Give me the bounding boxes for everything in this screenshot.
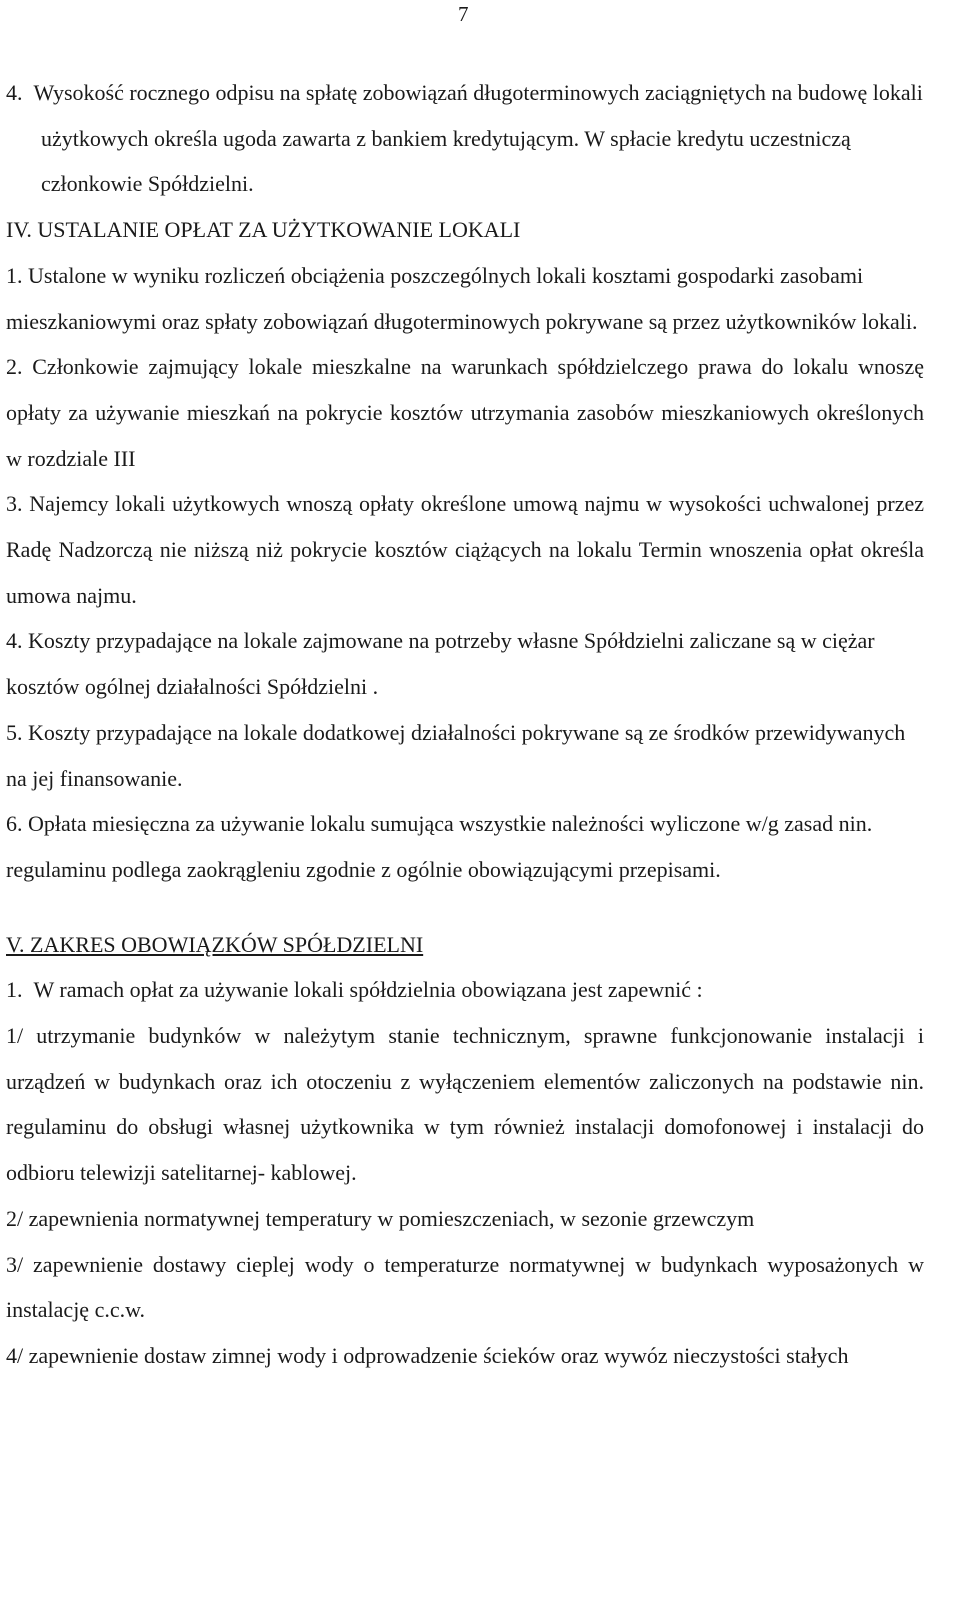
- document-body: [6, 70, 924, 1379]
- paragraph-v-1: 1. W ramach opłat za używanie lokali spółdzielnia obowiązana jest zapewnić :: [6, 977, 703, 1003]
- list-item-v-1-4: 4/ zapewnienie dostaw zimnej wody i odprowadzenie ścieków oraz wywóz nieczystości stałych: [6, 1342, 849, 1368]
- section-heading-v: V. ZAKRES OBOWIĄZKÓW SPÓŁDZIELNI: [6, 931, 424, 957]
- paragraph-iv-6: 6. Opłata miesięczna za używanie lokalu sumująca wszystkie należności wyliczone w/g zasad nin. regulaminu podlega zaokrągleniu zgodnie z ogólnie obowiązującymi przepisami.: [6, 811, 873, 882]
- paragraph-iv-3: 3. Najemcy lokali użytkowych wnoszą opłaty określone umową najmu w wysokości uchwalonej przez Radę Nadzorczą nie niższą niż pokrycie kosztów ciążących na lokalu Termin wnoszenia opłat określa umowa najmu.: [6, 491, 924, 608]
- list-item-v-1-2: 2/ zapewnienia normatywnej temperatury w pomieszczeniach, w sezonie grzewczym: [6, 1205, 755, 1231]
- paragraph-iv-2: 2. Członkowie zajmujący lokale mieszkalne na warunkach spółdzielczego prawa do lokalu wnoszę opłaty za używanie mieszkań na pokrycie kosztów utrzymania zasobów mieszkaniowych określonych w rozdziale III: [6, 354, 924, 471]
- paragraph-iv-4: 4. Koszty przypadające na lokale zajmowane na potrzeby własne Spółdzielni zaliczane są w ciężar kosztów ogólnej działalności Spółdzielni .: [6, 628, 875, 700]
- paragraph-iv-5: 5. Koszty przypadające na lokale dodatkowej działalności pokrywane są ze środków przewidywanych na jej finansowanie.: [6, 719, 906, 791]
- section-heading-iv: IV. USTALANIE OPŁAT ZA UŻYTKOWANIE LOKALI: [6, 217, 521, 243]
- list-item-v-1-3: 3/ zapewnienie dostawy cieplej wody o temperaturze normatywnej w budynkach wyposażonych w instalację c.c.w.: [6, 1251, 924, 1323]
- list-item-v-1-1: 1/ utrzymanie budynków w należytym stanie technicznym, sprawne funkcjonowanie instalacji i urządzeń w budynkach oraz ich otoczeniu z wyłączeniem elementów zaliczonych na podstawie nin. regulaminu do obsługi własnej użytkownika w tym również instalacji domofonowej i instalacji do odbioru telewizji satelitarnej- kablowej.: [6, 1023, 924, 1186]
- paragraph-iii-4: 4. Wysokość rocznego odpisu na spłatę zobowiązań długoterminowych zaciągniętych na budowę lokali użytkowych określa ugoda zawarta z bankiem kredytującym. W spłacie kredytu uczestniczą członkowie Spółdzielni.: [6, 80, 923, 197]
- spacer: [6, 893, 924, 922]
- paragraph-iv-1: 1. Ustalone w wyniku rozliczeń obciążenia poszczególnych lokali kosztami gospodarki zasobami mieszkaniowymi oraz spłaty zobowiązań długoterminowych pokrywane są przez użytkowników lokali.: [6, 262, 918, 334]
- page-number: 7: [458, 2, 469, 26]
